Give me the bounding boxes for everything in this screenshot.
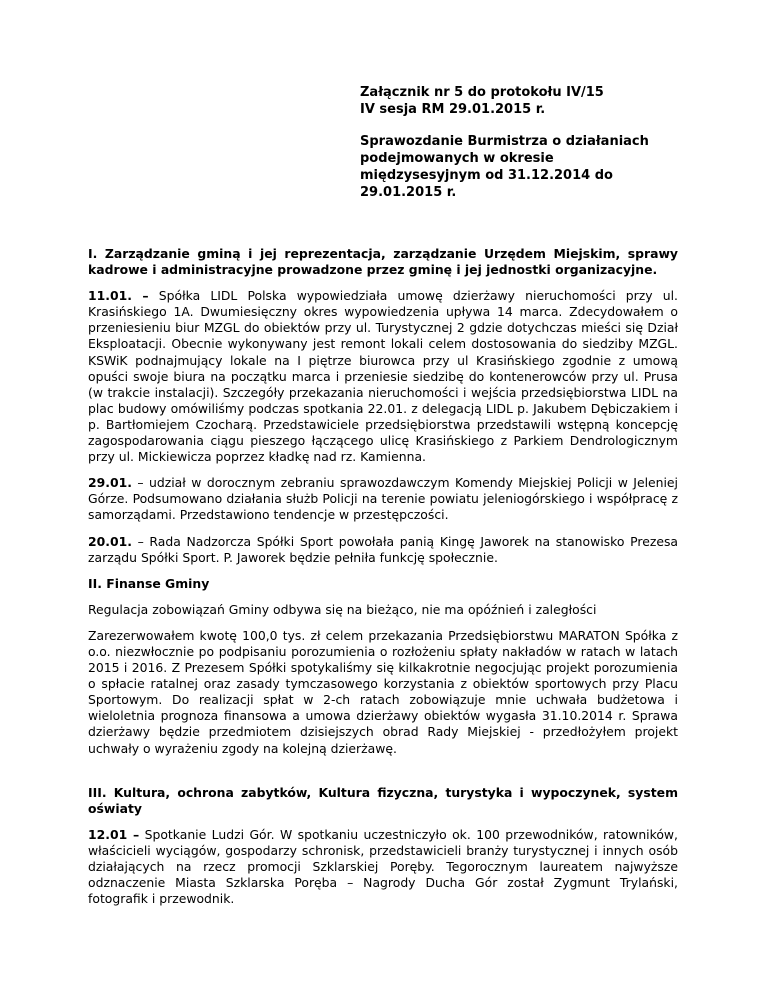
session-line: IV sesja RM 29.01.2015 r. — [360, 102, 546, 117]
section-2-heading: II. Finanse Gminy — [88, 575, 210, 591]
section-2-paragraph-2: Zarezerwowałem kwotę 100,0 tys. zł celem przekazania Przedsiębiorstwu MARATON Spółka z o.o. niezwłocznie po podpisaniu porozumienia o rozłożeniu spłaty nakładów w ratach w latach 2015 i 2016. Z Prezesem Spółki spotykaliśmy się kilkakrotnie negocjując projekt porozumienia o spłacie ratalnej oraz zasady tymczasowego korzystania z obiektów sportowych przy Placu Sportowym. Do realizacji spłat w 2-ch ratach zobowiązuje mnie uchwała budżetowa i wieloletnia prognoza finansowa a umowa dzierżawy obiektów wygasła 31.10.2014 r. Sprawa dzierżawy będzie przedmiotem dzisiejszych obrad Rady Miejskiej - przedłożyłem projekt uchwały o wyrażeniu zgody na kolejną dzierżawę. — [88, 627, 678, 756]
entry-date: 12.01 – — [88, 826, 140, 842]
entry-text: – Rada Nadzorcza Spółki Sport powołała panią Kingę Jaworek na stanowisko Prezesa zarządu Spółki Sport. P. Jaworek będzie pełniła funkcję społecznie. — [88, 533, 678, 565]
document-body — [88, 246, 678, 917]
entry-text: – udział w dorocznym zebraniu sprawozdawczym Komendy Miejskiej Policji w Jeleniej Górze. Podsumowano działania służb Policji na terenie powiatu jeleniogórskiego i współpracę z samorządami. Przedstawiono tendencje w przestępczości. — [88, 475, 678, 523]
entry-text: Spotkanie Ludzi Gór. W spotkaniu uczestniczyło ok. 100 przewodników, ratowników, właścicieli wyciągów, gospodarzy schronisk, przedstawicieli branży turystycznej i innych osób działających na rzecz promocji Szklarskiej Poręby. Tegorocznym laureatem najwyższe odznaczenie Miasta Szklarska Poręba – Nagrody Ducha Gór został Zygmunt Trylański, fotografik i przewodnik. — [88, 826, 678, 907]
spacer — [88, 767, 678, 785]
report-title: Sprawozdanie Burmistrza o działaniach podejmowanych w okresie międzysesyjnym od 31.12.2014 do 29.01.2015 r. — [360, 134, 649, 200]
entry-date: 11.01. – — [88, 288, 149, 304]
entry-date: 29.01. — [88, 475, 132, 491]
document-header — [360, 84, 660, 201]
section-3-entry-1 — [88, 827, 678, 907]
entry-text: Spółka LIDL Polska wypowiedziała umowę dzierżawy nieruchomości przy ul. Krasińskiego 1A. Dwumiesięczny okres wypowiedzenia upływa 14 marca. Zdecydowałem o przeniesieniu biur MZGL do obiektów przy ul. Turystycznej 2 gdzie dotychczas mieści się Dział Eksploatacji. Obecnie wykonywany jest remont lokali celem dostosowania do siedziby MZGL. KSWiK podnajmujący lokale na I piętrze biurowca przy ul Krasińskiego zgodnie z umową opuści swoje biura na początku marca i przeniesie siedzibę do kontenerowców przy ul. Prusa (w trakcie instalacji). Szczegóły przekazania nieruchomości i wejścia przedsiębiorstwa LIDL na plac budowy omówiliśmy podczas spotkania 22.01. z delegacją LIDL p. Jakubem Dębiczakiem i p. Bartłomiejem Czocharą. Przedstawiciele przedsiębiorstwa przedstawili wstępną koncepcję zagospodarowania ciągu pieszego łączącego ulicę Krasińskiego z Parkiem Dendrologicznym przy ul. Mickiewicza poprzez kładkę nad rz. Kamienna. — [88, 288, 678, 465]
section-3-heading: III. Kultura, ochrona zabytków, Kultura fizyczna, turystyka i wypoczynek, system oświaty — [88, 784, 678, 816]
section-2-paragraph-1: Regulacja zobowiązań Gminy odbywa się na bieżąco, nie ma opóźnień i zaległości — [88, 601, 597, 617]
entry-date: 20.01. — [88, 533, 132, 549]
annex-line: Załącznik nr 5 do protokołu IV/15 — [360, 85, 604, 100]
section-1-entry-3 — [88, 534, 678, 566]
section-1-heading: I. Zarządzanie gminą i jej reprezentacja, zarządzanie Urzędem Miejskim, sprawy kadrowe i administracyjne prowadzone przez gminę i jej jednostki organizacyjne. — [88, 246, 678, 278]
section-1-entry-1 — [88, 288, 678, 465]
section-1-entry-2 — [88, 475, 678, 523]
